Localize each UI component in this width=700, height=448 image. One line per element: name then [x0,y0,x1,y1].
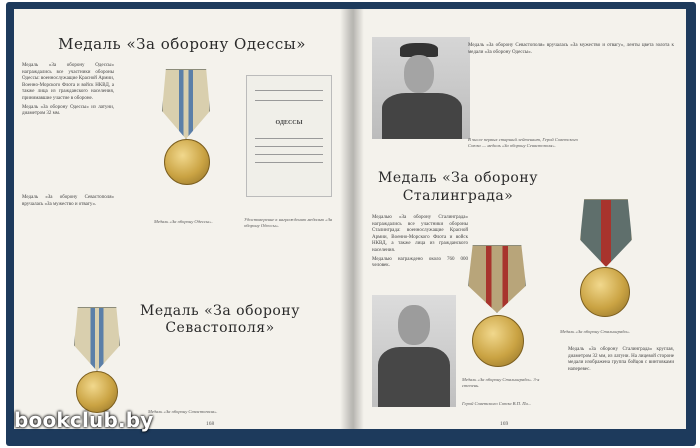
text-column [468,43,674,58]
paragraph: Медалью награждено около 760 000 человек. [372,256,468,269]
certificate-image [246,75,332,197]
book-gutter [340,9,364,429]
medal-caption: Медаль «За оборону Сталинграда». 3-я степень. [462,377,540,388]
doc-title: ОДЕССЫ [275,120,303,126]
portrait-photo [372,37,470,139]
medal-caption: Медаль «За оборону Сталинграда». [560,329,631,334]
paragraph: Медаль «За оборону Севастополя» вручалась «За мужество и отвагу», ленты цвета золота к медали «За оборону Одессы». [468,43,674,55]
page-number: 169 [500,421,509,427]
photo-caption: Герой Советского Союза В.П. Пи... [462,401,532,406]
medal-caption: Медаль «За оборону Одессы». [154,219,213,224]
paragraph: Медаль «За оборону Севастополя» вручалась «За мужество и отвагу». [22,195,114,207]
page-number: 168 [206,421,215,427]
medal-image [472,315,524,367]
right-page [350,9,686,429]
section-heading: Медаль «За оборону Севастополя» [140,303,300,336]
medal-caption: Медаль «За оборону Севастополя». [148,409,218,414]
medal-ribbon [580,199,632,267]
text-column [22,195,114,210]
page-heading: Медаль «За оборону Одессы» [58,35,306,53]
section-heading: Медаль «За оборону Сталинграда» [378,170,538,204]
medal-image [164,139,210,185]
site-logo[interactable]: bookclub.by [14,408,154,432]
doc-caption: Удостоверение к награждению медалью «За оборону Одессы». [244,217,333,228]
paragraph: Медаль «За оборону Одессы» награждались все участники обороны Одессы: военнослужащие Красной Армии, Военно-Морского Флота и войск НКВД, а также лица из гражданского населения, принимавшие участие в обороне. [22,63,114,101]
medal-image [580,267,630,317]
medal-image [76,371,118,413]
paragraph: Медаль «За оборону Сталинграда» круглая, диаметром 32 мм, из латуни. На лицевой стороне медали изображена группа бойцов с винтовками наперевес. [568,347,674,372]
left-page [14,9,350,429]
paragraph: Медаль «За оборону Одессы» из латуни, диаметром 32 мм. [22,104,114,117]
medal-ribbon [74,307,120,371]
text-column [22,63,114,120]
photo-caption: В числе первых старший лейтенант, Герой Советского Союза — медаль «За оборону Севастополя». [468,137,578,148]
text-column [568,347,674,375]
paragraph: Медалью «За оборону Сталинграда» награждались все участники обороны Сталинграда: военнослужащие Красной Армии, Военно-Морского Флота и войск НКВД, а также лица из гражданского населения. [372,215,468,253]
medal-ribbon [468,245,526,313]
medal-ribbon [162,69,210,139]
portrait-photo [372,295,456,407]
text-column [372,215,468,272]
